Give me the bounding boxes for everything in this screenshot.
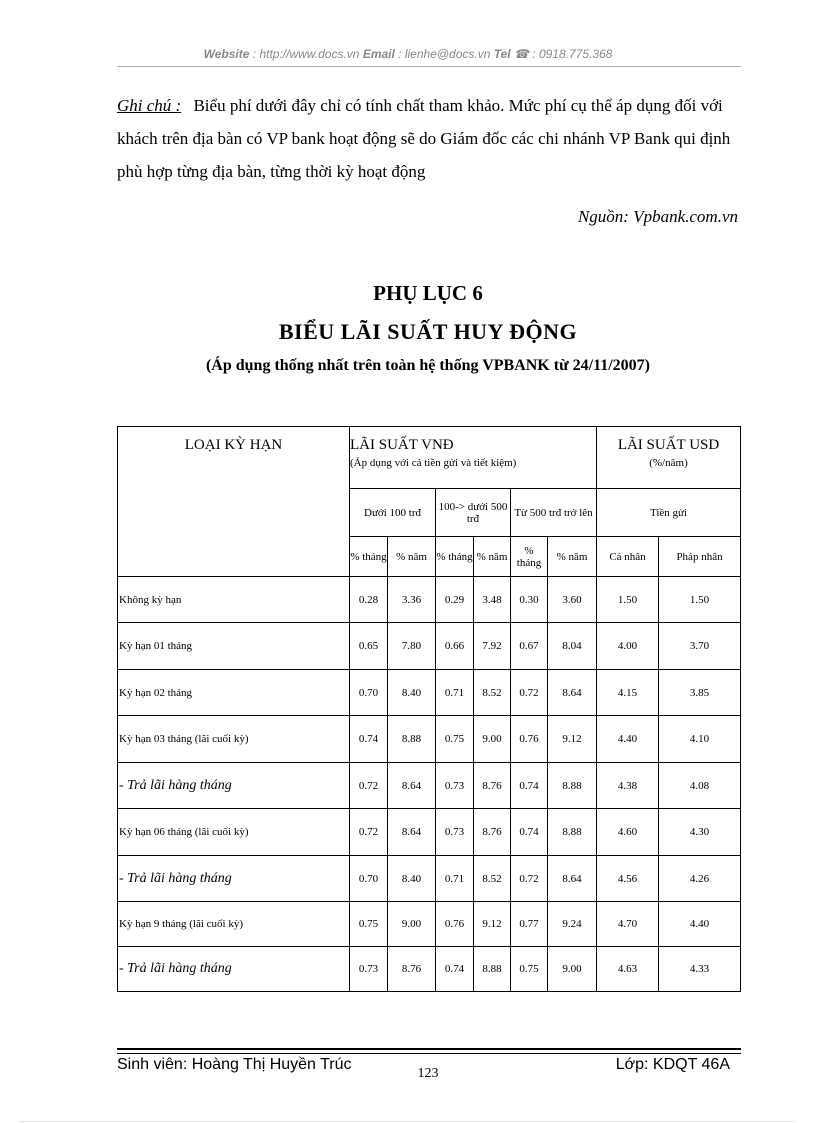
rate-cell: 8.64 [548, 856, 597, 902]
source-citation: Nguồn: Vpbank.com.vn [577, 207, 738, 226]
rate-cell: 0.73 [350, 947, 388, 992]
rate-cell: 1.50 [597, 577, 659, 623]
rate-cell: 4.40 [597, 716, 659, 763]
rate-cell: 0.28 [350, 577, 388, 623]
usd-rate-header [597, 427, 741, 489]
table-subtitle: (Áp dụng thống nhất trên toàn hệ thống VPBANK từ 24/11/2007) [205, 357, 651, 374]
footer-divider [117, 1048, 741, 1050]
rate-cell: 0.74 [511, 763, 548, 809]
appendix-title: PHỤ LỤC 6 [373, 281, 483, 305]
student-name: Sinh viên: Hoàng Thị Huyền Trúc [117, 1056, 352, 1073]
rate-cell: 4.26 [659, 856, 741, 902]
rate-cell: 4.00 [597, 623, 659, 670]
rate-cell: 8.64 [388, 763, 436, 809]
rate-cell: 4.15 [597, 670, 659, 716]
rate-cell: 8.52 [474, 856, 511, 902]
rate-cell: 7.80 [388, 623, 436, 670]
header-divider [117, 66, 741, 67]
rate-cell: 8.88 [388, 716, 436, 763]
row-label: Kỳ hạn 01 tháng [118, 623, 350, 670]
email-address[interactable]: : lienhe@docs.vn [394, 47, 494, 61]
row-label: - Trả lãi hàng tháng [118, 856, 350, 902]
row-label: - Trả lãi hàng tháng [118, 947, 350, 992]
rate-cell: 8.40 [388, 670, 436, 716]
table-row [118, 809, 741, 856]
rate-cell: 0.71 [436, 670, 474, 716]
table-row [118, 577, 741, 623]
interest-rate-table [117, 426, 741, 992]
table-row [118, 947, 741, 992]
sub-header: Cá nhân [597, 537, 659, 577]
row-label: Kỳ hạn 06 tháng (lãi cuối kỳ) [118, 809, 350, 856]
rate-cell: 3.48 [474, 577, 511, 623]
vnd-rate-header [350, 427, 597, 489]
rate-cell: 0.66 [436, 623, 474, 670]
note-text: Biểu phí dưới đây chỉ có tính chất tham khảo. Mức phí cụ thể áp dụng đối với khách trên địa bàn có VP bank hoạt động sẽ do Giám đốc các chi nhánh VP Bank qui định phù hợp từng địa bàn, từng thời kỳ hoạt động [117, 96, 731, 181]
note-label: Ghi chú : [117, 96, 182, 115]
rate-cell: 0.75 [511, 947, 548, 992]
website-label: Website [203, 47, 250, 61]
rate-cell: 0.74 [511, 809, 548, 856]
row-label: Kỳ hạn 9 tháng (lãi cuối kỳ) [118, 902, 350, 947]
rate-cell: 8.76 [388, 947, 436, 992]
rate-cell: 8.88 [548, 809, 597, 856]
band-header: 100-> dưới 500 trđ [436, 489, 511, 537]
footer-divider-thin [117, 1053, 741, 1054]
rate-cell: 8.52 [474, 670, 511, 716]
rate-cell: 4.10 [659, 716, 741, 763]
rate-cell: 0.71 [436, 856, 474, 902]
rate-cell: 4.38 [597, 763, 659, 809]
rate-cell: 9.12 [474, 902, 511, 947]
table-row [118, 623, 741, 670]
rate-cell: 8.64 [548, 670, 597, 716]
sub-header: % tháng [436, 537, 474, 577]
rate-cell: 0.74 [350, 716, 388, 763]
rate-cell: 3.60 [548, 577, 597, 623]
term-column-header [118, 427, 350, 577]
rate-cell: 0.73 [436, 763, 474, 809]
table-row [118, 670, 741, 716]
sub-header: Pháp nhân [659, 537, 741, 577]
rate-cell: 8.88 [548, 763, 597, 809]
vnd-subtitle: (Áp dụng với cả tiền gửi và tiết kiệm) [350, 457, 517, 469]
email-label: Email [362, 47, 395, 61]
rate-cell: 0.70 [350, 856, 388, 902]
table-row [118, 716, 741, 763]
rate-cell: 1.50 [659, 577, 741, 623]
table-row [118, 763, 741, 809]
sub-header: % năm [548, 537, 597, 577]
rate-cell: 3.70 [659, 623, 741, 670]
rate-cell: 4.40 [659, 902, 741, 947]
usd-title: LÃI SUẤT USD [617, 437, 720, 453]
rate-cell: 0.72 [511, 856, 548, 902]
rate-cell: 9.12 [548, 716, 597, 763]
table-row [118, 856, 741, 902]
tel-number: ☎ : 0918.775.368 [510, 47, 613, 61]
row-label: - Trả lãi hàng tháng [118, 763, 350, 809]
rate-cell: 4.70 [597, 902, 659, 947]
table-title: BIỂU LÃI SUẤT HUY ĐỘNG [278, 319, 578, 344]
rate-cell: 0.72 [350, 809, 388, 856]
rate-cell: 0.70 [350, 670, 388, 716]
rate-cell: 0.65 [350, 623, 388, 670]
rate-cell: 3.85 [659, 670, 741, 716]
rate-cell: 4.56 [597, 856, 659, 902]
band-header: Dưới 100 trđ [350, 489, 436, 537]
rate-cell: 0.76 [511, 716, 548, 763]
rate-cell: 9.24 [548, 902, 597, 947]
sub-header: % năm [474, 537, 511, 577]
row-label: Không kỳ hạn [118, 577, 350, 623]
rate-cell: 0.72 [511, 670, 548, 716]
vnd-title: LÃI SUẤT VNĐ [350, 437, 454, 453]
rate-cell: 8.88 [474, 947, 511, 992]
rate-cell: 8.04 [548, 623, 597, 670]
class-name: Lớp: KDQT 46A [615, 1056, 730, 1073]
rate-cell: 8.40 [388, 856, 436, 902]
rate-cell: 9.00 [474, 716, 511, 763]
rate-cell: 9.00 [548, 947, 597, 992]
page-header [0, 47, 816, 61]
rate-cell: 4.33 [659, 947, 741, 992]
note-paragraph [117, 89, 741, 188]
rate-cell: 0.76 [436, 902, 474, 947]
usd-band-header: Tiền gửi [597, 489, 741, 537]
row-label: Kỳ hạn 02 tháng [118, 670, 350, 716]
usd-subtitle: (%/năm) [649, 457, 688, 469]
rate-cell: 0.73 [436, 809, 474, 856]
rate-cell: 0.29 [436, 577, 474, 623]
table-body [118, 577, 741, 992]
rate-cell: 3.36 [388, 577, 436, 623]
rate-cell: 8.76 [474, 763, 511, 809]
rate-cell: 0.72 [350, 763, 388, 809]
table-row [118, 902, 741, 947]
row-label: Kỳ hạn 03 tháng (lãi cuối kỳ) [118, 716, 350, 763]
rate-cell: 0.77 [511, 902, 548, 947]
sub-header: % tháng [511, 537, 548, 577]
sub-header: % năm [388, 537, 436, 577]
rate-cell: 0.75 [436, 716, 474, 763]
rate-cell: 8.76 [474, 809, 511, 856]
rate-cell: 4.63 [597, 947, 659, 992]
rate-cell: 4.30 [659, 809, 741, 856]
rate-cell: 0.30 [511, 577, 548, 623]
band-header: Từ 500 trđ trở lên [511, 489, 597, 537]
rate-cell: 0.75 [350, 902, 388, 947]
sub-header: % tháng [350, 537, 388, 577]
rate-cell: 8.64 [388, 809, 436, 856]
term-header-label: LOẠI KỲ HẠN [184, 437, 283, 453]
page-bottom-edge [20, 1121, 796, 1122]
rate-cell: 7.92 [474, 623, 511, 670]
tel-label: Tel [493, 47, 511, 61]
rate-cell: 4.08 [659, 763, 741, 809]
rate-cell: 4.60 [597, 809, 659, 856]
page-number: 123 [417, 1066, 439, 1081]
rate-cell: 9.00 [388, 902, 436, 947]
rate-cell: 0.74 [436, 947, 474, 992]
rate-cell: 0.67 [511, 623, 548, 670]
website-url[interactable]: : http://www.docs.vn [249, 47, 363, 61]
